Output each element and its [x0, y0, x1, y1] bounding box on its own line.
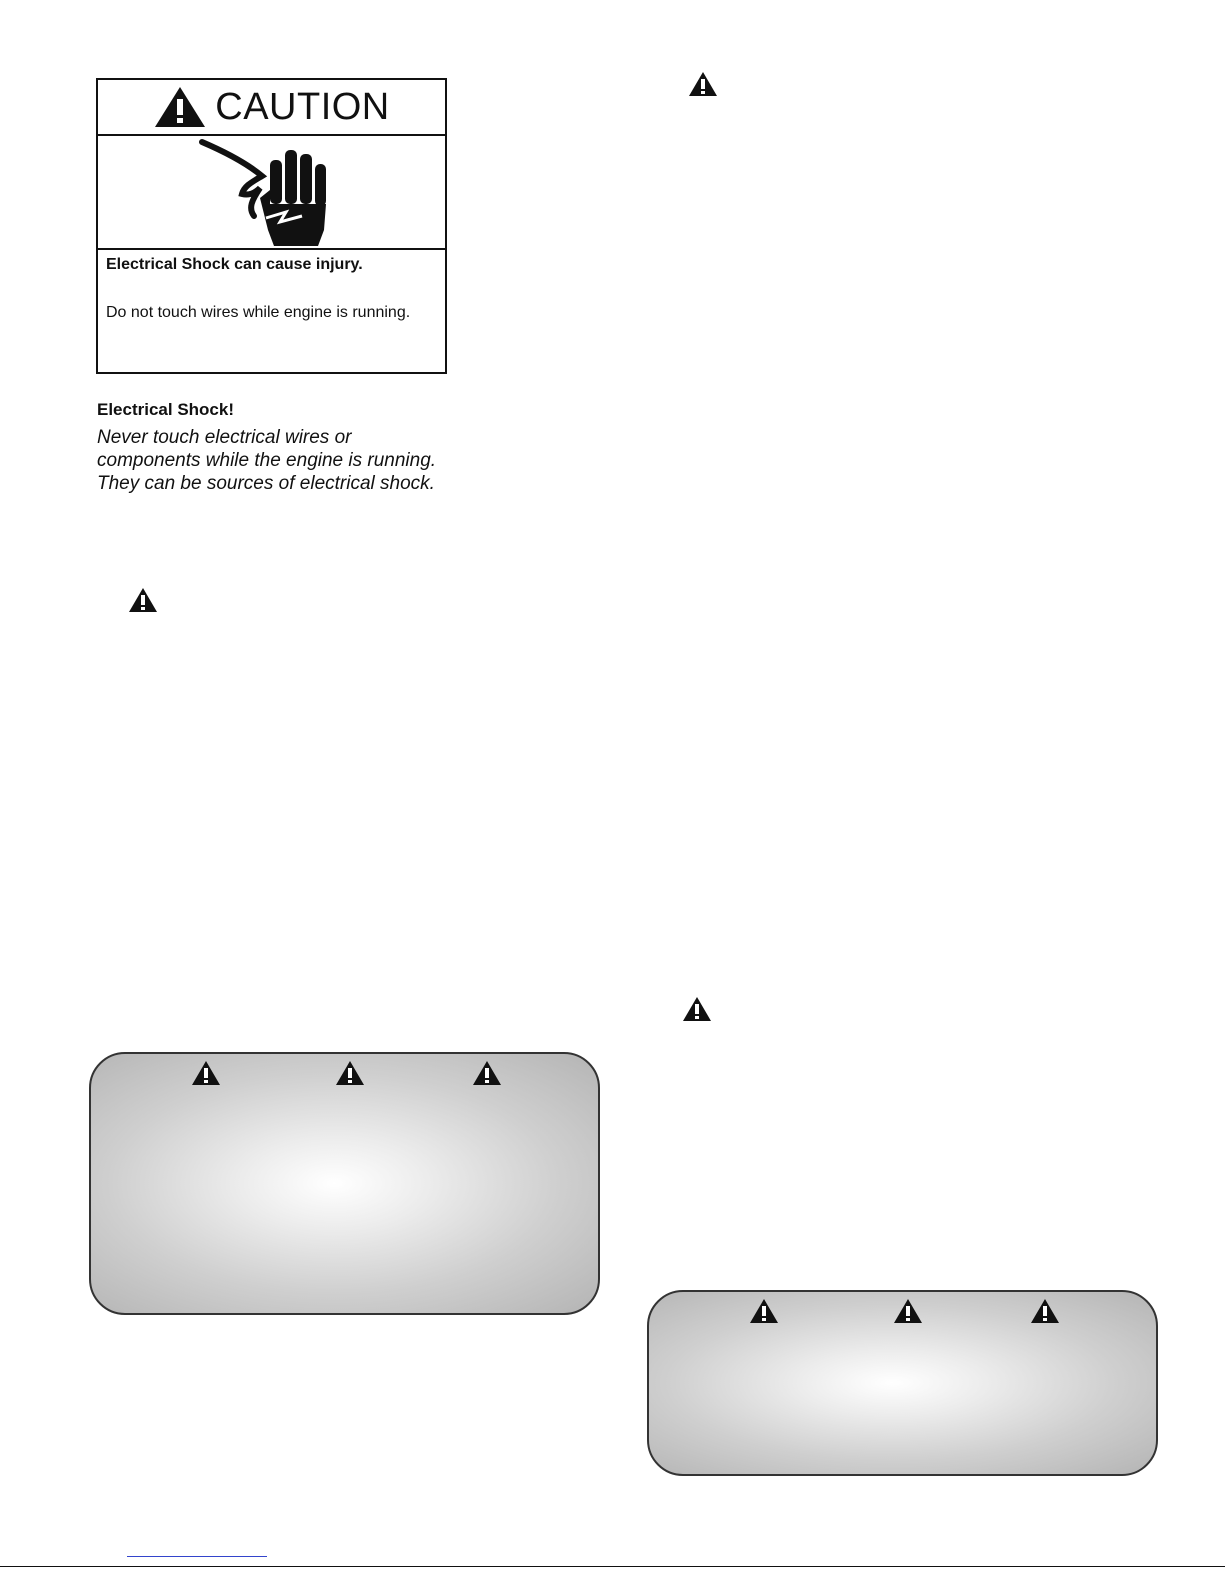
footer-rule: [0, 1566, 1225, 1567]
warning-triangle-icon: [688, 71, 718, 97]
warning-triangle-icon: [1030, 1298, 1060, 1324]
warning-panel-right: [647, 1290, 1158, 1476]
caution-label: [96, 78, 447, 374]
warning-triangle-icon: [153, 85, 207, 129]
warning-panel-left: [89, 1052, 600, 1315]
shock-warning-body: Never touch electrical wires or components while the engine is running. They can be sources of electrical shock.: [97, 427, 437, 494]
warning-triangle-icon: [682, 996, 712, 1022]
caution-header: [98, 80, 445, 136]
footer-link-underline[interactable]: [127, 1556, 267, 1557]
caution-header-text: CAUTION: [215, 85, 390, 128]
warning-triangle-icon: [472, 1060, 502, 1086]
caution-instruction: Do not touch wires while engine is running.: [106, 304, 411, 321]
warning-triangle-icon: [749, 1298, 779, 1324]
warning-triangle-icon: [335, 1060, 365, 1086]
caution-statement: Electrical Shock can cause injury.: [106, 256, 363, 273]
caution-divider: [98, 248, 445, 250]
warning-triangle-icon: [191, 1060, 221, 1086]
shock-warning-heading: Electrical Shock!: [97, 400, 235, 419]
electric-shock-hand-icon: [190, 138, 350, 248]
warning-triangle-icon: [893, 1298, 923, 1324]
warning-triangle-icon: [128, 587, 158, 613]
